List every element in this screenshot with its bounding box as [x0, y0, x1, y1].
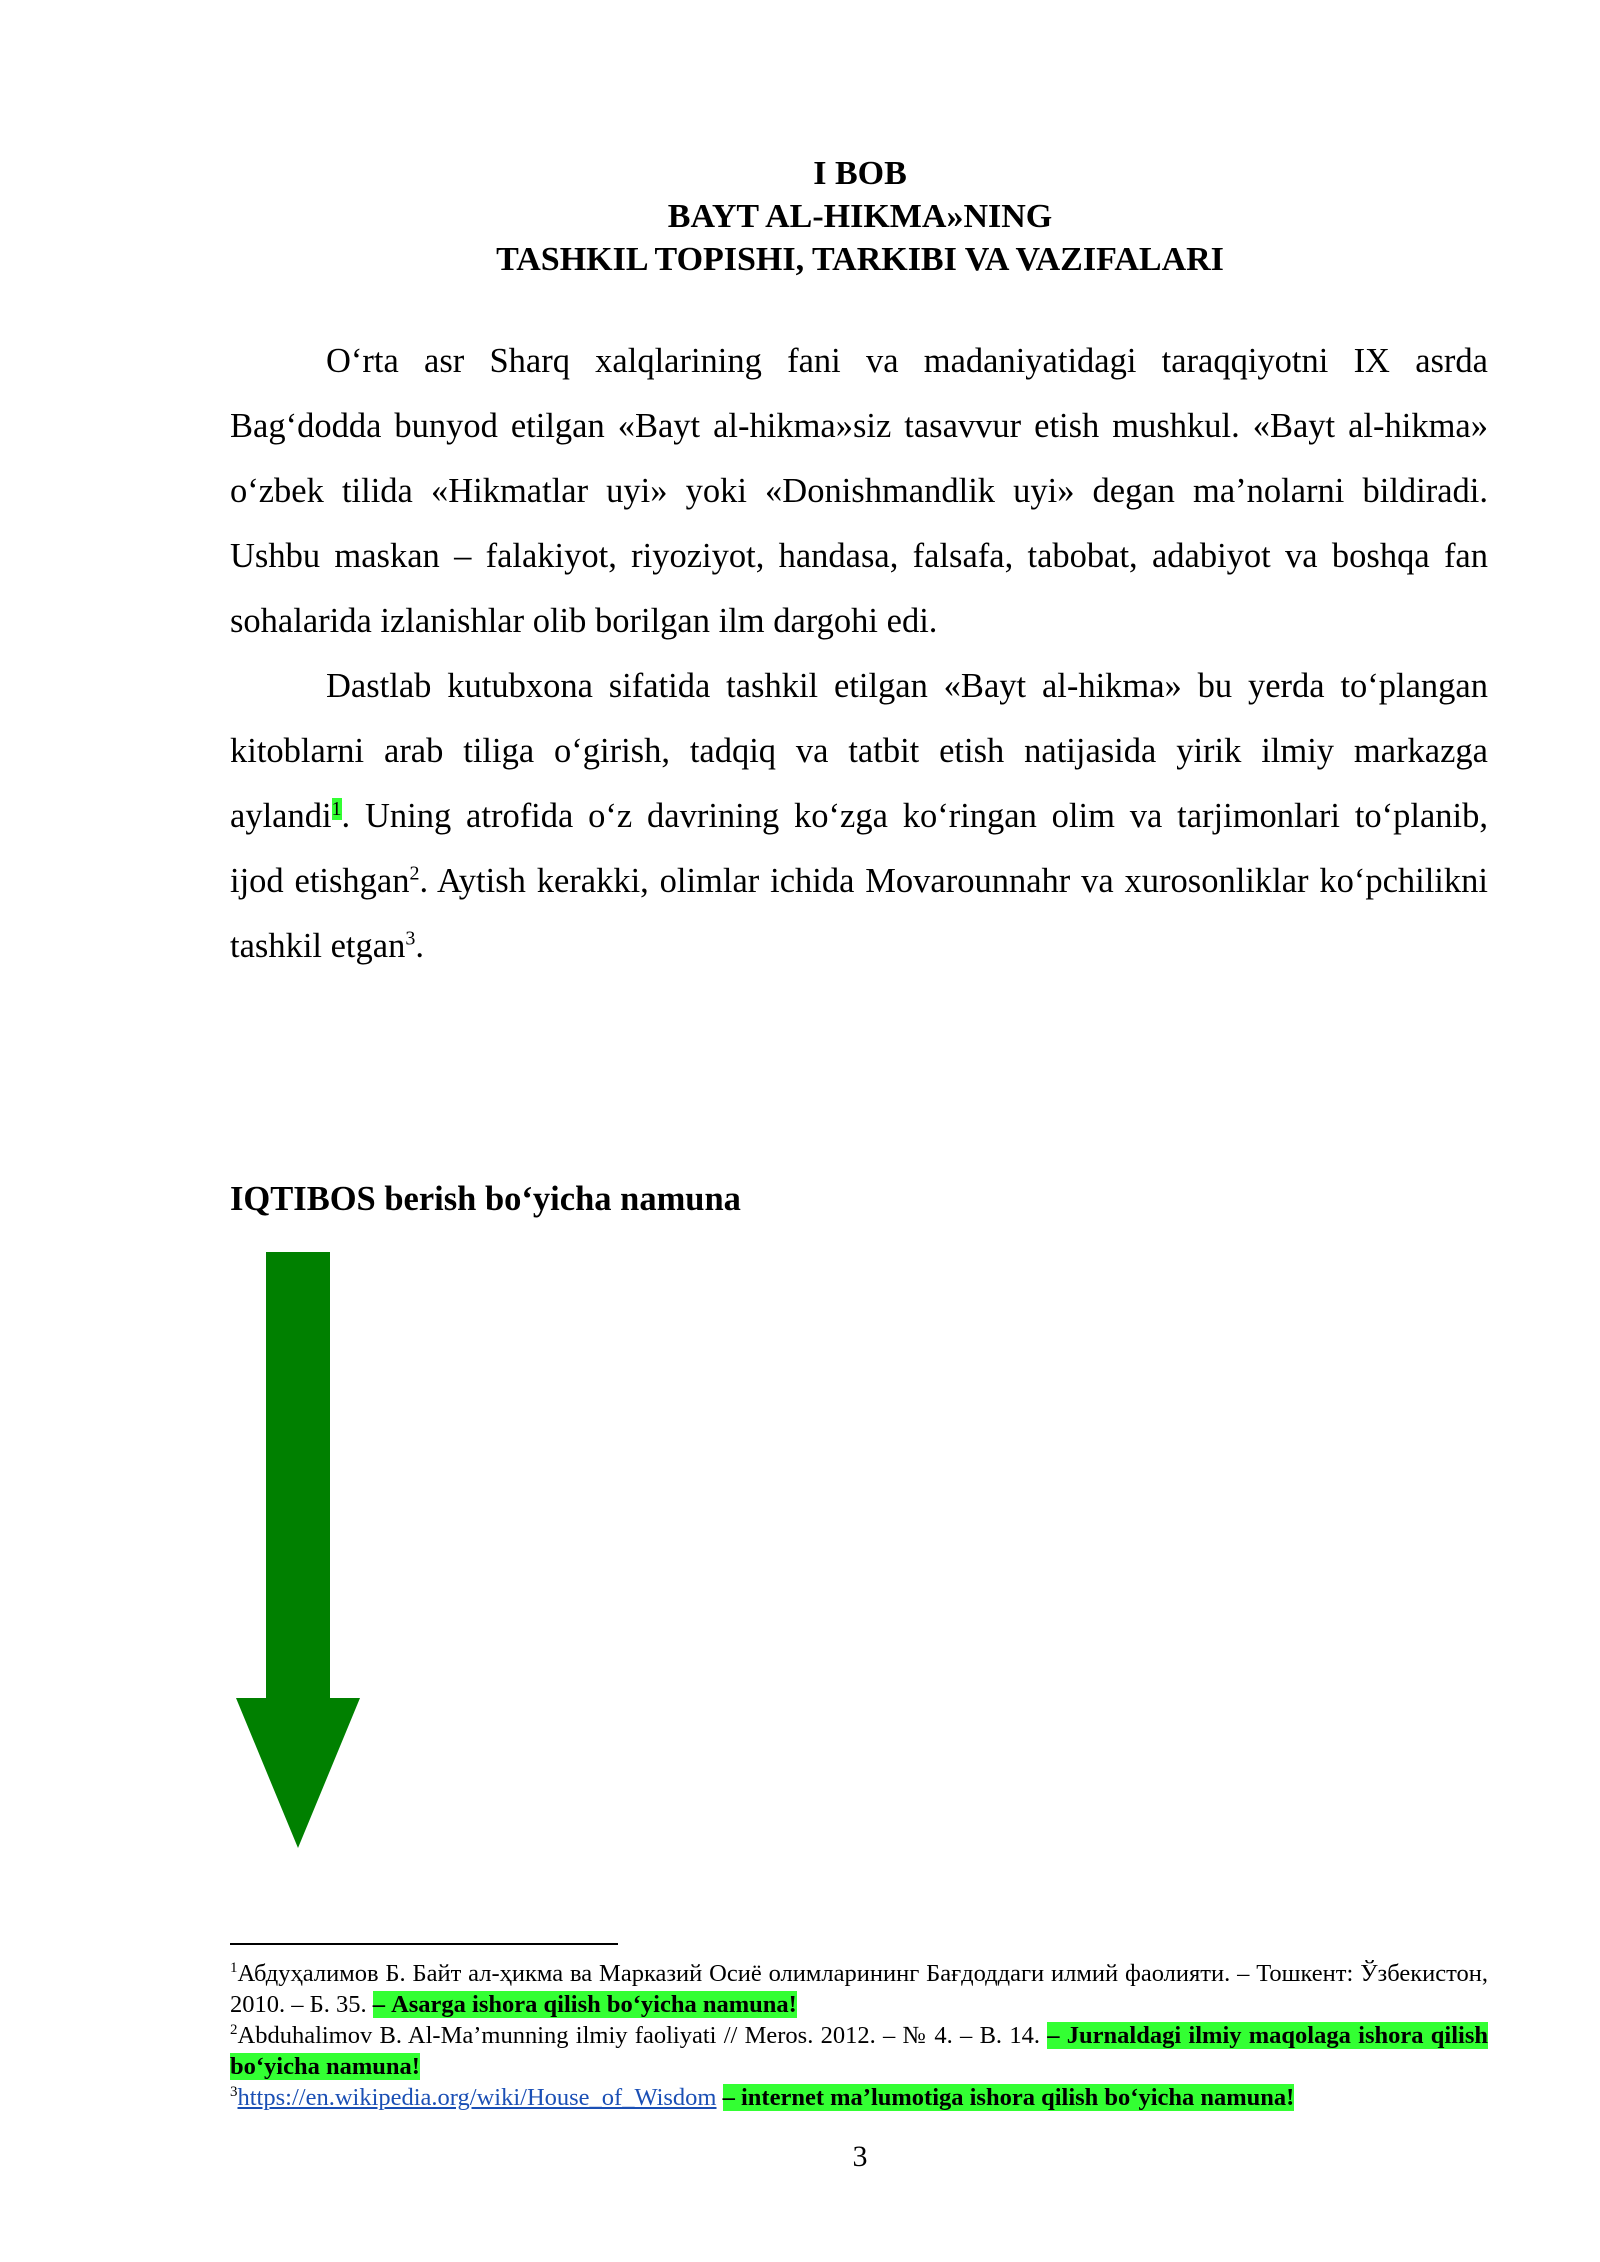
- chapter-title-line1: BAYT AL-HIKMA»NING: [667, 198, 1053, 235]
- footnote-1: [230, 1958, 1488, 2020]
- footnote-number: 2: [230, 2021, 238, 2038]
- footnote-ref-2[interactable]: 2: [409, 862, 420, 885]
- footnote-number: 3: [230, 2083, 238, 2100]
- footnote-2: [230, 2020, 1488, 2082]
- paragraph-2-text-c: . Aytish kerakki, olimlar ichida Movarounnahr va xurosonliklar ko‘pchilikni tashkil etgan: [230, 862, 1488, 965]
- paragraph-2-text-a: Dastlab kutubxona sifatida tashkil etilgan «Bayt al-hikma» bu yerda to‘plangan kitoblarni arab tiliga o‘girish, tadqiq va tatbit etish natijasida yirik ilmiy markazga aylandi: [230, 667, 1488, 835]
- chapter-number: I BOB: [813, 155, 907, 192]
- page-number: 3: [852, 2140, 868, 2173]
- arrow-shape: [236, 1252, 360, 1848]
- footnote-separator: [230, 1943, 618, 1945]
- footnote-1-note: – Asarga ishora qilish bo‘yicha namuna!: [372, 1991, 797, 2018]
- footnote-2-text: Abduhalimov B. Al-Ma’munning ilmiy faoliyati // Meros. 2012. – № 4. – B. 14.: [237, 2022, 1048, 2049]
- footnote-3: [230, 2082, 1488, 2113]
- footnote-3-link[interactable]: https://en.wikipedia.org/wiki/House_of_Wisdom: [237, 2084, 717, 2111]
- footnote-ref-3[interactable]: 3: [405, 927, 416, 950]
- footnote-number: 1: [230, 1959, 238, 1976]
- paragraph-2-text-d: .: [415, 927, 424, 965]
- paragraph-2-text-b: . Uning atrofida o‘z davrining ko‘zga ko‘ringan olim va tarjimonlari to‘planib, ijod etishgan: [230, 797, 1488, 900]
- body-text: [230, 329, 1488, 979]
- footnote-1-text: Абдуҳалимов Б. Байт ал-ҳикма ва Марказий Осиё олимларининг Бағдоддаги илмий фаолияти. – Тошкент: Ўзбекистон, 2010. – Б. 35.: [230, 1960, 1488, 2018]
- footnote-ref-1[interactable]: 1: [331, 797, 342, 820]
- footnote-3-note: – internet ma’lumotiga ishora qilish bo‘yicha namuna!: [722, 2084, 1295, 2111]
- footnote-3-spacer: [717, 2084, 723, 2111]
- paragraph-2: [230, 654, 1488, 979]
- chapter-title-line2: TASHKIL TOPISHI, TARKIBI VA VAZIFALARI: [496, 241, 1224, 278]
- paragraph-1: O‘rta asr Sharq xalqlarining fani va madaniyatidagi taraqqiyotni IX asrda Bag‘dodda bunyod etilgan «Bayt al-hikma»siz tasavvur etish mushkul. «Bayt al-hikma» o‘zbek tilida «Hikmatlar uyi» yoki «Donishmandlik uyi» degan ma’nolarni bildiradi. Ushbu maskan – falakiyot, riyoziyot, handasa, falsafa, tabobat, adabiyot va boshqa fan sohalarida izlanishlar olib borilgan ilm dargohi edi.: [230, 342, 1488, 640]
- footnote-2-note: – Jurnaldagi ilmiy maqolaga ishora qilish bo‘yicha namuna!: [230, 2022, 1488, 2080]
- iqtibos-label: IQTIBOS berish bo‘yicha namuna: [230, 1180, 741, 1218]
- green-down-arrow-icon: [234, 1252, 364, 1848]
- footnotes: [230, 1958, 1488, 2113]
- chapter-heading: [230, 152, 1490, 281]
